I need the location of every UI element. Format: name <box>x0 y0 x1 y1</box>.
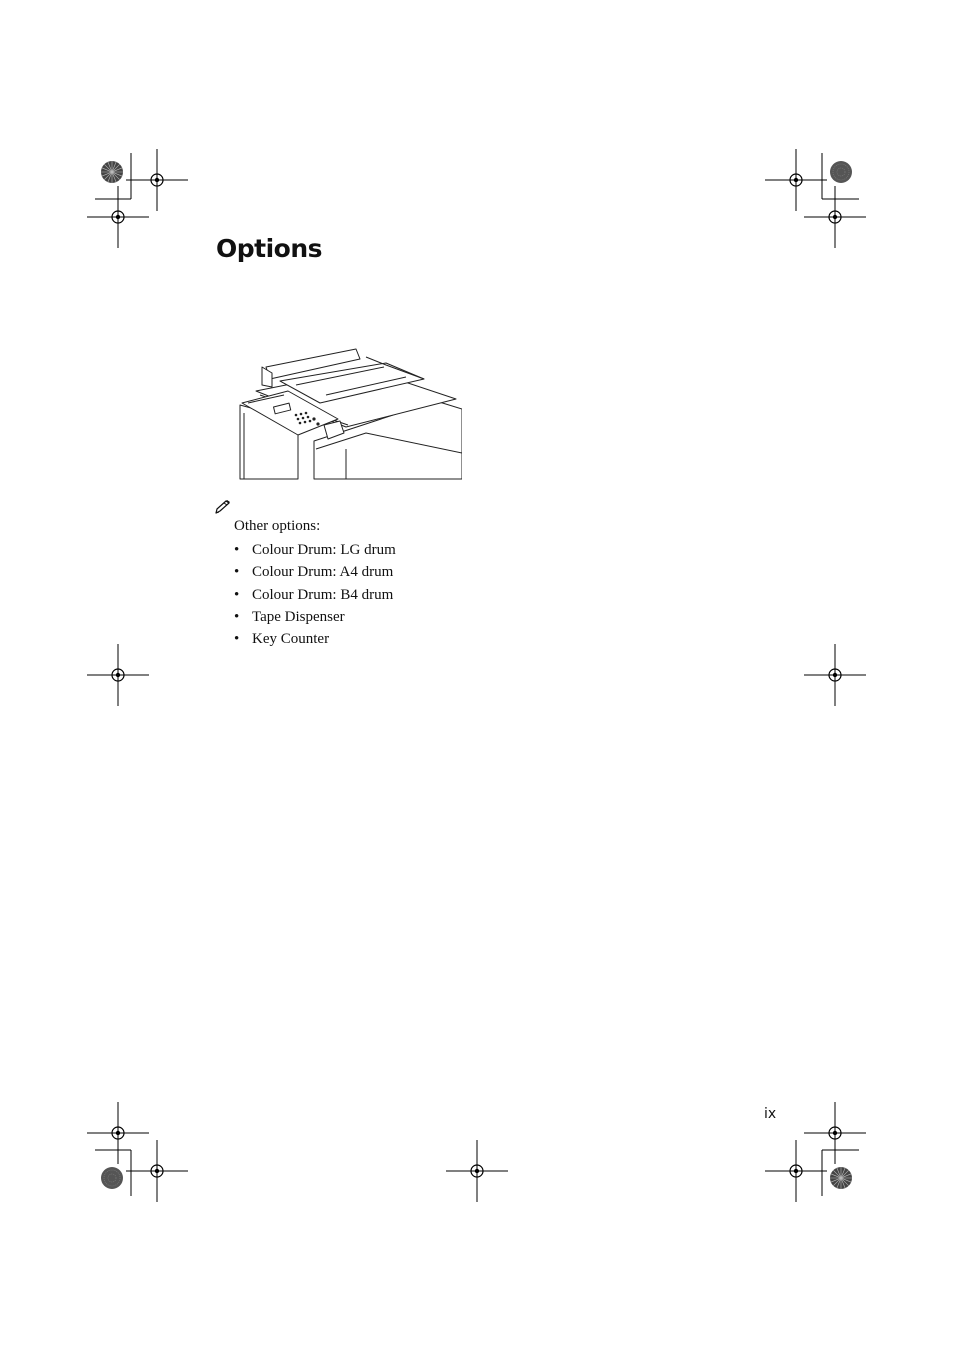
page-number: ix <box>764 1106 777 1122</box>
crop-mark-top-right <box>765 149 866 248</box>
list-item <box>234 607 396 629</box>
note-intro: Other options: <box>234 518 321 534</box>
bullet: • <box>234 542 240 558</box>
list-item <box>234 562 396 584</box>
crop-mark-top-left <box>87 149 188 248</box>
page-title: Options <box>216 234 323 263</box>
crop-mark-bottom-left <box>87 1102 188 1202</box>
bullet: • <box>234 608 240 625</box>
pencil-note-icon <box>214 499 232 515</box>
list-item <box>234 629 396 651</box>
list-item <box>234 540 396 562</box>
list-item-text: Colour Drum: LG drum <box>252 542 396 558</box>
list-item <box>234 585 396 607</box>
bullet: • <box>234 564 240 581</box>
crop-mark-middle <box>87 644 866 706</box>
options-list <box>234 540 396 651</box>
list-item-text: Tape Dispenser <box>252 608 345 625</box>
list-item-text: Colour Drum: A4 drum <box>252 564 394 581</box>
list-item-text: Key Counter <box>252 631 330 648</box>
crop-mark-bottom-center <box>446 1140 508 1202</box>
crop-mark-bottom-right <box>765 1102 866 1202</box>
bullet: • <box>234 631 240 648</box>
list-item-text: Colour Drum: B4 drum <box>252 586 394 603</box>
copier-illustration <box>236 345 462 481</box>
bullet: • <box>234 586 240 603</box>
